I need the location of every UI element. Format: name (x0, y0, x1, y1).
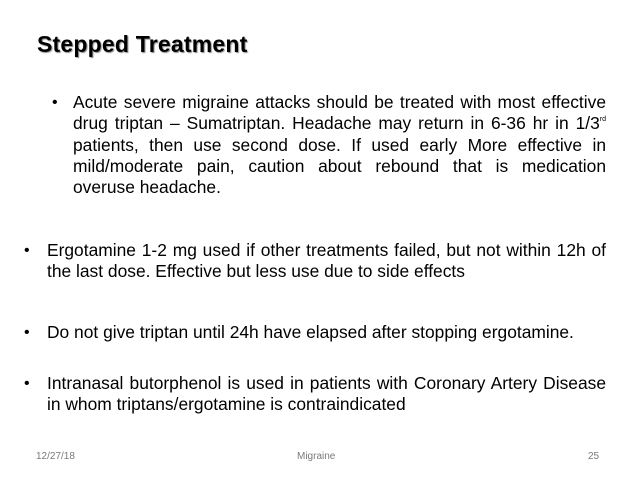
bullet-text: Intranasal butorphenol is used in patients with Coronary Artery Disease in whom triptans/ergotamine is contraindicated (47, 373, 606, 415)
bullet-dot-icon: • (52, 94, 58, 111)
footer-page-number: 25 (588, 451, 600, 462)
bullet-text-part: patients, then use second dose. If used early More effective in mild/moderate pain, caution about rebound that is medication overuse headache. (73, 134, 606, 198)
bullet-item-ergotamine (24, 240, 606, 283)
bullet-item-butorphenol (24, 373, 606, 416)
footer-title: Migraine (297, 451, 336, 462)
bullet-item-triptan-timing (24, 322, 606, 343)
bullet-dot-icon: • (24, 242, 30, 259)
bullet-text (73, 92, 606, 198)
bullet-item-acute-migraine (52, 92, 606, 198)
bullet-dot-icon: • (24, 324, 30, 341)
bullet-text: Do not give triptan until 24h have elapsed after stopping ergotamine. (47, 322, 574, 342)
bullet-text: Ergotamine 1-2 mg used if other treatments failed, but not within 12h of the last dose. Effective but less use due to side effects (47, 240, 606, 282)
footer-date: 12/27/18 (36, 451, 75, 462)
bullet-text-part: Acute severe migraine attacks should be treated with most effective drug triptan – Sumatriptan. Headache may return in 6-36 hr in 1/3 (73, 92, 606, 134)
slide-title: Stepped Treatment (37, 31, 248, 57)
superscript-ordinal: rd (599, 116, 606, 124)
bullet-dot-icon: • (24, 375, 30, 392)
